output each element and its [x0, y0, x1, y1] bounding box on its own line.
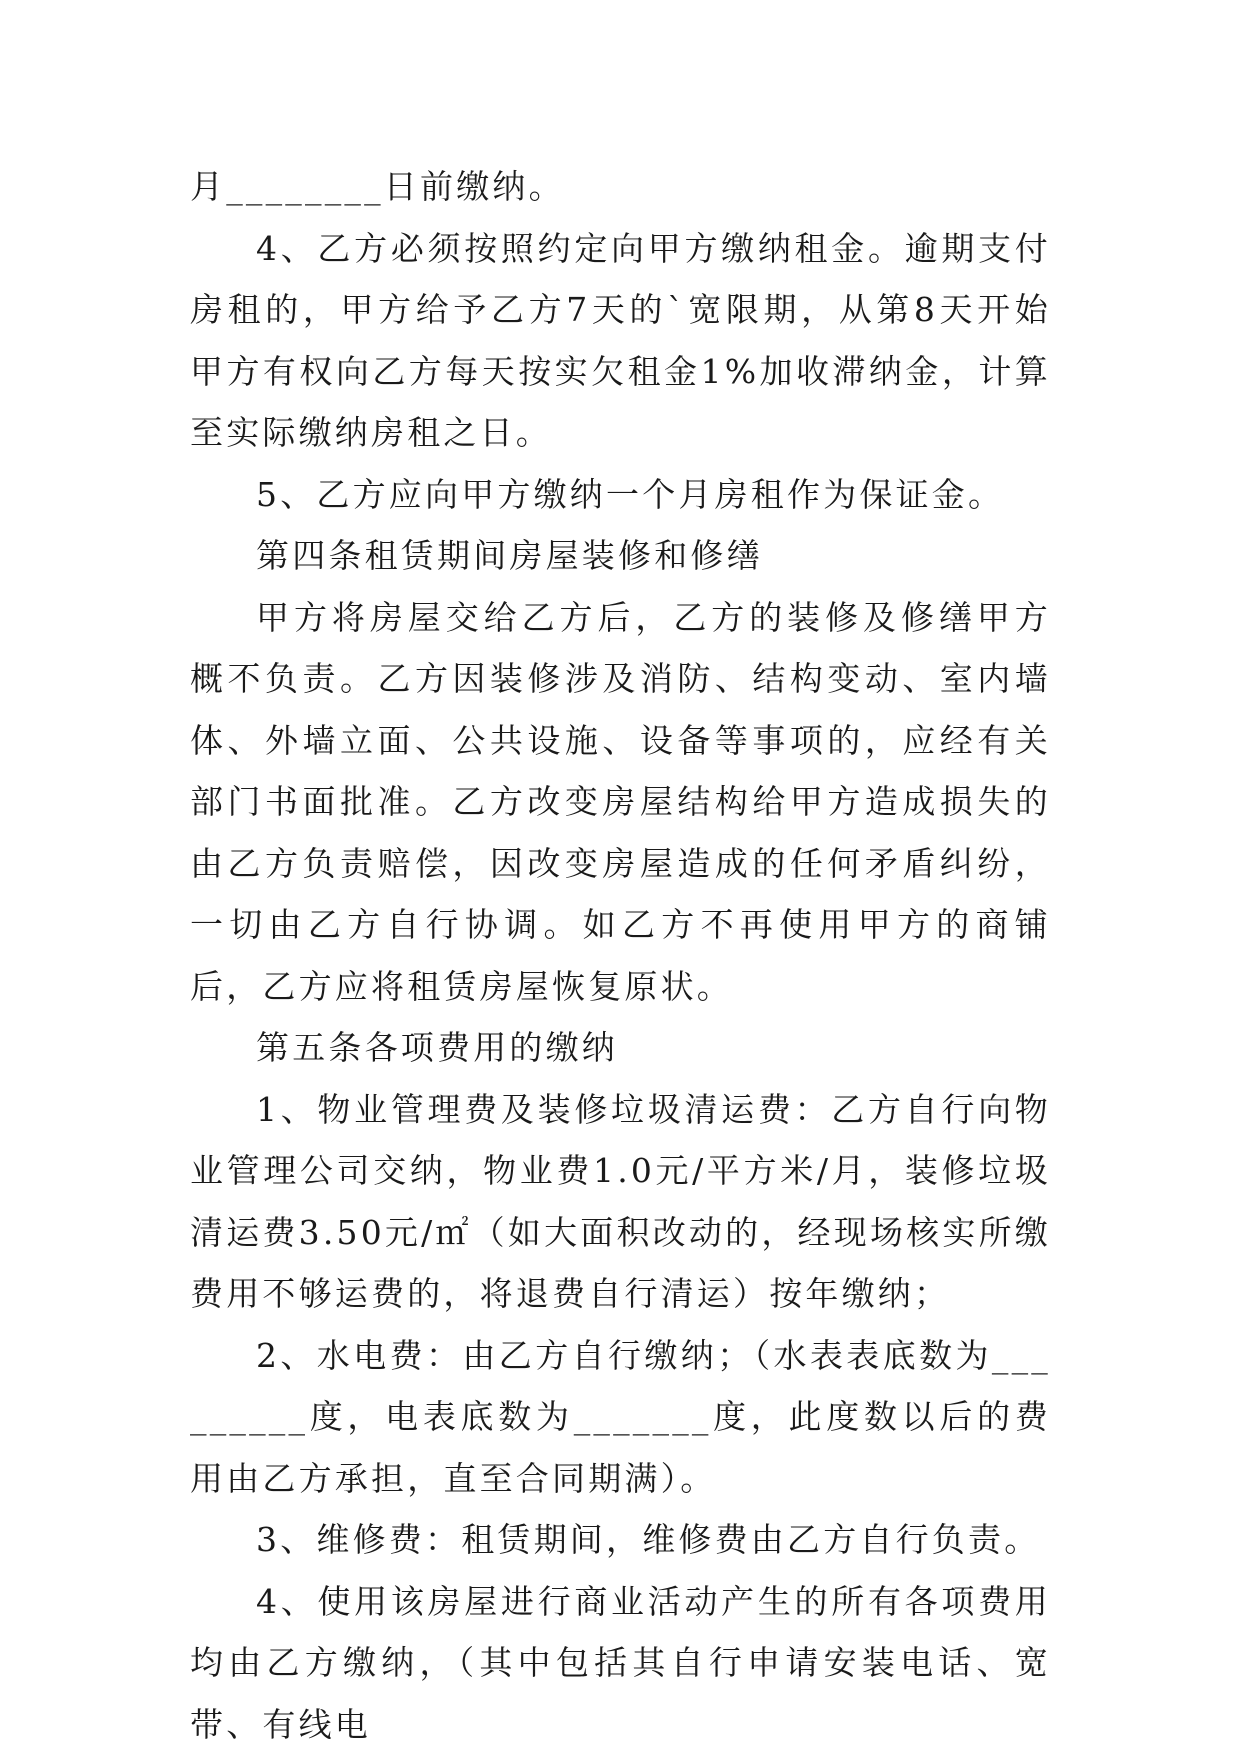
document-body: [190, 156, 1051, 1755]
paragraph-property-fee: 1、物业管理费及装修垃圾清运费：乙方自行向物业管理公司交纳，物业费1.0元/平方米/月，装修垃圾清运费3.50元/㎡（如大面积改动的，经现场核实所缴费用不够运费的，将退费自行清运）按年缴纳；: [190, 1079, 1051, 1325]
section-heading-article-4: 第四条租赁期间房屋装修和修缮: [190, 525, 1051, 587]
paragraph-payment-deadline: 月________日前缴纳。: [190, 156, 1051, 218]
section-heading-article-5: 第五条各项费用的缴纳: [190, 1017, 1051, 1079]
paragraph-utilities: 2、水电费：由乙方自行缴纳；（水表表底数为_________度，电表底数为_______度，此度数以后的费用由乙方承担，直至合同期满）。: [190, 1325, 1051, 1510]
paragraph-late-payment: 4、乙方必须按照约定向甲方缴纳租金。逾期支付房租的，甲方给予乙方7天的`宽限期，从第8天开始甲方有权向乙方每天按实欠租金1%加收滞纳金，计算至实际缴纳房租之日。: [190, 218, 1051, 464]
paragraph-renovation: 甲方将房屋交给乙方后，乙方的装修及修缮甲方概不负责。乙方因装修涉及消防、结构变动、室内墙体、外墙立面、公共设施、设备等事项的，应经有关部门书面批准。乙方改变房屋结构给甲方造成损失的由乙方负责赔偿，因改变房屋造成的任何矛盾纠纷，一切由乙方自行协调。如乙方不再使用甲方的商铺后，乙方应将租赁房屋恢复原状。: [190, 587, 1051, 1018]
paragraph-deposit: 5、乙方应向甲方缴纳一个月房租作为保证金。: [190, 464, 1051, 526]
paragraph-business-costs: 4、使用该房屋进行商业活动产生的所有各项费用均由乙方缴纳，（其中包括其自行申请安装电话、宽带、有线电: [190, 1571, 1051, 1755]
paragraph-maintenance: 3、维修费：租赁期间，维修费由乙方自行负责。: [190, 1509, 1051, 1571]
